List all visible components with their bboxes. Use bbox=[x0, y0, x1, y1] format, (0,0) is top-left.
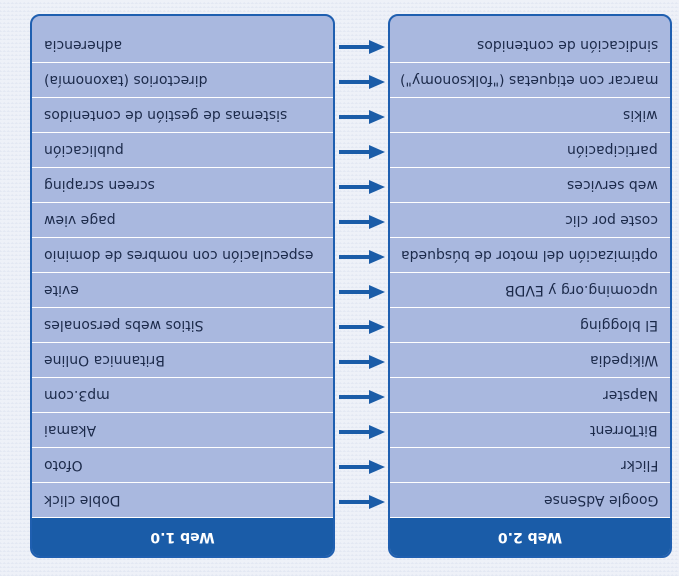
web2-row-label: El blogging bbox=[580, 317, 658, 333]
right-arrow-icon bbox=[339, 146, 385, 160]
right-arrow-icon bbox=[339, 216, 385, 230]
web2-header: Web 2.0 bbox=[390, 518, 670, 556]
web1-column bbox=[30, 14, 335, 558]
web2-row bbox=[390, 483, 670, 518]
right-arrow-icon bbox=[339, 391, 385, 405]
right-arrow-icon bbox=[339, 41, 385, 55]
right-arrow-icon bbox=[339, 321, 385, 335]
web2-row bbox=[390, 308, 670, 343]
web1-row bbox=[32, 98, 333, 133]
web1-row bbox=[32, 343, 333, 378]
web2-row bbox=[390, 238, 670, 273]
web2-row bbox=[390, 343, 670, 378]
arrow-column bbox=[335, 14, 388, 558]
web1-row bbox=[32, 273, 333, 308]
web1-row-label: Sitios webs personales bbox=[44, 317, 204, 333]
web2-column bbox=[388, 14, 672, 558]
right-arrow-icon bbox=[339, 286, 385, 300]
web2-row-label: optimización del motor de búsqueda bbox=[401, 247, 658, 263]
web1-row bbox=[32, 378, 333, 413]
web2-row-label: Google AdSense bbox=[543, 492, 658, 508]
right-arrow-icon bbox=[339, 76, 385, 90]
right-arrow-icon bbox=[339, 181, 385, 195]
web1-row bbox=[32, 168, 333, 203]
web1-row-label: publicación bbox=[44, 142, 124, 158]
web2-row bbox=[390, 98, 670, 133]
web2-row-label: Flickr bbox=[620, 457, 658, 473]
web2-row-label: sindicación de contenidos bbox=[476, 37, 658, 53]
web1-row-label: Ofoto bbox=[44, 457, 83, 473]
web1-row-label: evite bbox=[44, 282, 79, 298]
web1-row-label: mp3.com bbox=[44, 387, 110, 403]
web2-row-label: upcoming.org y EVDB bbox=[505, 282, 658, 298]
web1-row-label: screen scraping bbox=[44, 177, 155, 193]
web2-row-label: Wikipedia bbox=[589, 352, 658, 368]
right-arrow-icon bbox=[339, 461, 385, 475]
web2-row bbox=[390, 273, 670, 308]
web1-header: Web 1.0 bbox=[32, 518, 333, 556]
web2-row bbox=[390, 378, 670, 413]
right-arrow-icon bbox=[339, 496, 385, 510]
web1-row-label: Doble click bbox=[44, 492, 121, 508]
web1-row bbox=[32, 483, 333, 518]
web2-row bbox=[390, 63, 670, 98]
web1-row-label: sistemas de gestión de contenidos bbox=[44, 107, 288, 123]
web1-row bbox=[32, 203, 333, 238]
web1-row-label: page view bbox=[44, 212, 116, 228]
web2-row-label: wikis bbox=[623, 107, 658, 123]
web2-row-label: participación bbox=[567, 142, 658, 158]
web1-row bbox=[32, 28, 333, 63]
web1-row bbox=[32, 413, 333, 448]
right-arrow-icon bbox=[339, 251, 385, 265]
web2-row-label: Napster bbox=[602, 387, 658, 403]
web2-row bbox=[390, 448, 670, 483]
web1-row bbox=[32, 308, 333, 343]
right-arrow-icon bbox=[339, 356, 385, 370]
web1-row bbox=[32, 133, 333, 168]
web1-row-label: Britannica Online bbox=[44, 352, 165, 368]
web2-row-label: coste por clic bbox=[565, 212, 658, 228]
web1-row-label: directorios (taxonomía) bbox=[44, 72, 208, 88]
right-arrow-icon bbox=[339, 426, 385, 440]
web1-row bbox=[32, 63, 333, 98]
web1-row-label: adherencia bbox=[44, 37, 123, 53]
web1-row-label: especulación con nombres de dominio bbox=[44, 247, 314, 263]
web2-row bbox=[390, 168, 670, 203]
web2-row bbox=[390, 203, 670, 238]
web1-row bbox=[32, 448, 333, 483]
web2-row-label: web services bbox=[567, 177, 658, 193]
web2-row-label: BitTorrent bbox=[590, 422, 658, 438]
web2-row bbox=[390, 413, 670, 448]
web1-row bbox=[32, 238, 333, 273]
web2-row bbox=[390, 133, 670, 168]
web2-row-label: marcar con etiquetas ("folksonomy") bbox=[399, 72, 658, 88]
web1-row-label: Akamai bbox=[44, 422, 97, 438]
right-arrow-icon bbox=[339, 111, 385, 125]
web2-row bbox=[390, 28, 670, 63]
